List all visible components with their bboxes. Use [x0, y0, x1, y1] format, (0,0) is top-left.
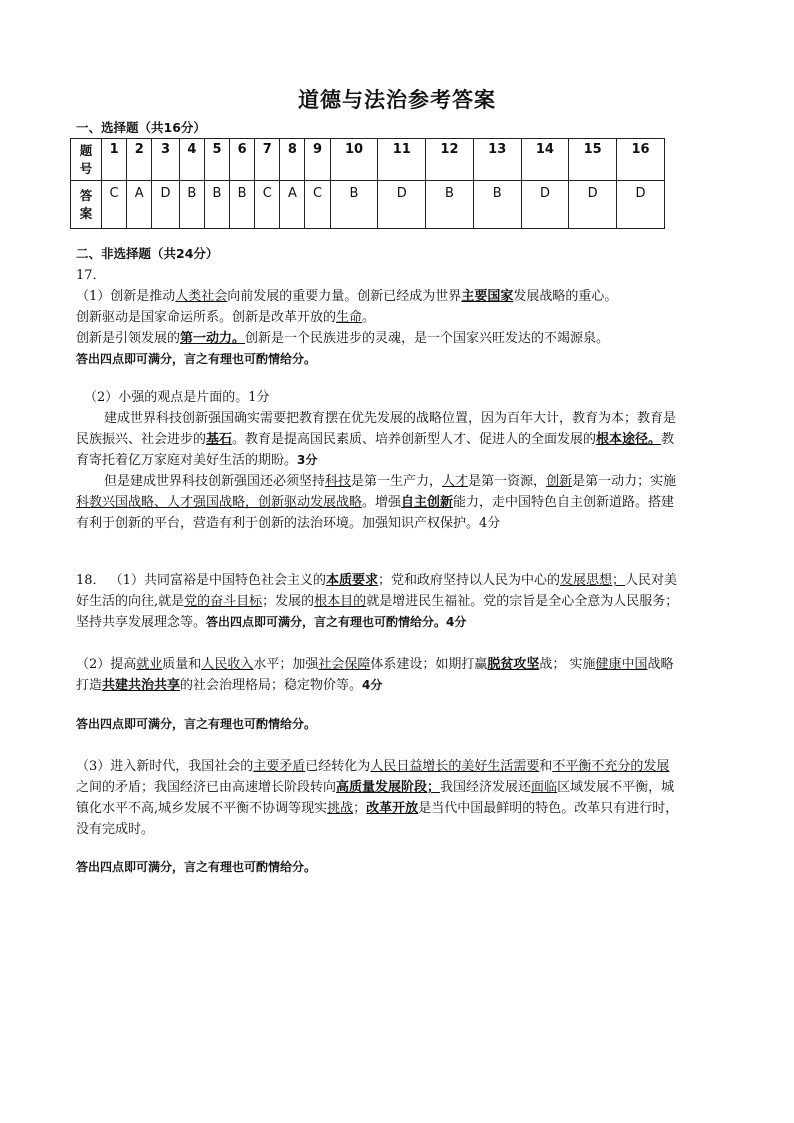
text-segment: 区域发展不平衡，城 — [557, 780, 675, 795]
text-segment: 面临 — [531, 780, 558, 795]
text-segment: 高质量发展阶段； — [336, 780, 441, 795]
text-segment: 社会保障 — [318, 657, 371, 672]
text-segment: 脱贫攻坚 — [487, 657, 540, 672]
row-label-char: 案 — [79, 205, 93, 221]
text-segment: 自主创新 — [401, 495, 454, 510]
text-segment: ；党和政府坚持以人民为中心的 — [377, 573, 560, 588]
text-segment: 。教育是提高国民素质、培养创新型人才、促进人的全面发展的 — [232, 432, 597, 447]
text-segment: 根本目的 — [314, 594, 367, 609]
text-segment: 基石 — [206, 432, 233, 447]
text-segment: 4分 — [362, 678, 383, 692]
text-segment: 有利于创新的平台，营造有利于创新的法治环境。加强知识产权保护。4分 — [76, 516, 501, 531]
text-segment: 根本途径。 — [596, 432, 662, 447]
answer-cell: D — [521, 181, 569, 229]
question-number-cell: 14 — [521, 139, 569, 181]
answer-cell: A — [127, 181, 152, 229]
question-number-cell: 2 — [127, 139, 152, 181]
answer-cell: D — [569, 181, 617, 229]
text-segment: 创新驱动是国家命运所系。创新是改革开放的 — [76, 310, 337, 325]
text-segment: 人民收入 — [201, 657, 254, 672]
section-1-heading: 一、选择题（共16分） — [76, 120, 206, 135]
question-number-cell: 4 — [179, 139, 204, 181]
question-18-part3-block — [76, 756, 726, 840]
q17-part2-line6 — [76, 513, 726, 534]
text-segment: ；发展的 — [262, 594, 315, 609]
text-segment: 创新是一个民族进步的灵魂，是一个国家兴旺发达的不竭源泉。 — [245, 331, 610, 346]
answer-cell: B — [179, 181, 204, 229]
text-segment: 答出四点即可满分，言之有理也可酌情给分。4分 — [206, 615, 467, 629]
question-17-part2-block — [76, 387, 726, 534]
text-segment: 打造 — [76, 678, 103, 693]
text-segment: 是当代中国最鲜明的特色。改革只有进行时， — [418, 801, 679, 816]
text-segment: 是第一生产力， — [351, 474, 443, 489]
answer-cell: D — [378, 181, 426, 229]
text-segment: 坚持共享发展理念等。 — [76, 615, 207, 630]
text-segment: 教 — [661, 432, 675, 447]
text-segment: （2）提高 — [76, 657, 137, 672]
q18-scoring-note-1: 答出四点即可满分，言之有理也可酌情给分。 — [76, 717, 317, 731]
question-number-cell: 1 — [102, 139, 127, 181]
text-segment: 是第一资源， — [468, 474, 547, 489]
text-segment: 人民日益增长的美好生活需要 — [370, 759, 540, 774]
text-segment: 健康中国 — [595, 657, 648, 672]
answer-cell: D — [617, 181, 665, 229]
answer-cell: C — [305, 181, 330, 229]
text-segment: 第一动力。 — [180, 331, 246, 346]
text-segment: 向前发展的重要力量。创新已经成为世界 — [227, 289, 462, 304]
answer-row — [71, 181, 665, 229]
row-label-char: 号 — [79, 160, 93, 176]
text-segment: 建成世界科技创新强国确实需要把教育摆在优先发展的战略位置，因为百年大计，教育为本；教育是 — [104, 411, 677, 426]
q17-part2-line1 — [76, 408, 726, 429]
answer-cell: B — [204, 181, 229, 229]
text-segment: 镇化水平不高,城乡发展不平衡不协调等现实 — [76, 801, 328, 816]
text-segment: （3）进入新时代，我国社会的 — [76, 759, 254, 774]
text-segment: 发展战略的重心。 — [513, 289, 618, 304]
text-segment: 创新是引领发展的 — [76, 331, 181, 346]
text-segment: 挑战 — [327, 801, 354, 816]
q17-part2-line5 — [76, 492, 726, 513]
answer-cell: C — [255, 181, 280, 229]
q17-part2-line4 — [76, 471, 726, 492]
question-number-cell: 13 — [473, 139, 521, 181]
q17-part2-intro: （2）小强的观点是片面的。1分 — [84, 390, 270, 405]
row-label-char: 题 — [79, 142, 93, 158]
question-number-cell: 8 — [280, 139, 305, 181]
text-segment: 3分 — [297, 453, 318, 467]
text-segment: ； — [353, 801, 367, 816]
text-segment: 好生活的向往,就是 — [76, 594, 185, 609]
question-number-cell: 16 — [617, 139, 665, 181]
answer-cell: B — [473, 181, 521, 229]
question-number-cell: 3 — [152, 139, 180, 181]
question-18-part1-block — [76, 570, 726, 633]
text-segment: 科教兴国战略、人才强国战略，创新驱动发展战略 — [76, 495, 363, 510]
q18-part3-line4 — [76, 819, 726, 840]
text-segment: 能力，走中国特色自主创新道路。搭建 — [453, 495, 675, 510]
q18-part1-line1 — [76, 570, 726, 591]
q18-scoring-note-2: 答出四点即可满分，言之有理也可酌情给分。 — [76, 860, 317, 874]
text-segment: （1）创新是推动 — [76, 289, 176, 304]
answer-cell: B — [330, 181, 378, 229]
text-segment: 共建共治共享 — [102, 678, 181, 693]
text-segment: 体系建设；如期打赢 — [370, 657, 488, 672]
answer-cell: C — [102, 181, 127, 229]
text-segment: 不平衡不充分的发展 — [552, 759, 670, 774]
text-segment: 改革开放 — [366, 801, 419, 816]
answer-cell: B — [230, 181, 255, 229]
question-17-block — [76, 265, 726, 370]
text-segment: 没有完成时。 — [76, 822, 155, 837]
question-number-row — [71, 139, 665, 181]
text-segment: 和 — [539, 759, 553, 774]
q17-part1-line1 — [76, 286, 726, 307]
q17-part2-line3 — [76, 450, 726, 471]
question-18-note-block — [76, 714, 726, 735]
text-segment: 本质要求 — [325, 573, 378, 588]
text-segment: 战； 实施 — [539, 657, 596, 672]
row-label-answer — [71, 181, 102, 229]
text-segment: 科技 — [325, 474, 352, 489]
q17-number: 17． — [76, 268, 106, 283]
text-segment: 就是增进民生福祉。党的宗旨是全心全意为人民服务； — [366, 594, 679, 609]
q18-part1-line3 — [76, 612, 726, 633]
question-18-part2-block — [76, 654, 726, 696]
text-segment: 之间的矛盾；我国经济已由高速增长阶段转向 — [76, 780, 337, 795]
q18-part3-line1 — [76, 756, 726, 777]
page-title: 道德与法治参考答案 — [298, 88, 496, 112]
q17-scoring-note: 答出四点即可满分，言之有理也可酌情给分。 — [76, 352, 317, 366]
text-segment: 的社会治理格局；稳定物价等。 — [180, 678, 363, 693]
text-segment: 人民对美 — [625, 573, 678, 588]
text-segment: 就业 — [136, 657, 163, 672]
text-segment: 民族振兴、社会进步的 — [76, 432, 207, 447]
question-number-cell: 15 — [569, 139, 617, 181]
text-segment: 质量和 — [162, 657, 202, 672]
q18-part2-line2 — [76, 675, 726, 696]
question-number-cell: 6 — [230, 139, 255, 181]
question-number-cell: 7 — [255, 139, 280, 181]
question-number-cell: 10 — [330, 139, 378, 181]
row-label-number — [71, 139, 102, 181]
text-segment: 主要国家 — [461, 289, 514, 304]
text-segment: 18． （1）共同富裕是中国特色社会主义的 — [76, 573, 326, 588]
q18-part2-line1 — [76, 654, 726, 675]
text-segment: 人类社会 — [175, 289, 228, 304]
question-number-cell: 9 — [305, 139, 330, 181]
text-segment: 党的奋斗目标 — [184, 594, 263, 609]
q18-part3-line2 — [76, 777, 726, 798]
text-segment: 我国经济发展还 — [440, 780, 532, 795]
text-segment: 。增强 — [362, 495, 402, 510]
text-segment: 已经转化为 — [305, 759, 371, 774]
text-segment: 育寄托着亿万家庭对美好生活的期盼。 — [76, 453, 298, 468]
answer-cell: B — [426, 181, 474, 229]
row-label-char: 答 — [79, 187, 93, 203]
text-segment: 人才 — [442, 474, 469, 489]
q17-part1-line3 — [76, 328, 726, 349]
q17-part2-line2 — [76, 429, 726, 450]
text-segment: 发展思想； — [559, 573, 625, 588]
question-18-note-block-2 — [76, 857, 726, 878]
q18-part3-line3 — [76, 798, 726, 819]
text-segment: 水平；加强 — [253, 657, 319, 672]
text-segment: 是第一动力；实施 — [572, 474, 677, 489]
answer-cell: D — [152, 181, 180, 229]
text-segment: 生命 — [336, 310, 363, 325]
answer-cell: A — [280, 181, 305, 229]
question-number-cell: 5 — [204, 139, 229, 181]
q18-part1-line2 — [76, 591, 726, 612]
section-2-heading: 二、非选择题（共24分） — [76, 246, 219, 261]
text-segment: 战略 — [647, 657, 674, 672]
question-number-cell: 12 — [426, 139, 474, 181]
text-segment: 创新 — [546, 474, 573, 489]
text-segment: 但是建成世界科技创新强国还必须坚持 — [104, 474, 326, 489]
text-segment: 主要矛盾 — [253, 759, 306, 774]
answer-table — [70, 138, 665, 229]
question-number-cell: 11 — [378, 139, 426, 181]
text-segment: 。 — [362, 310, 376, 325]
q17-part1-line2 — [76, 307, 726, 328]
